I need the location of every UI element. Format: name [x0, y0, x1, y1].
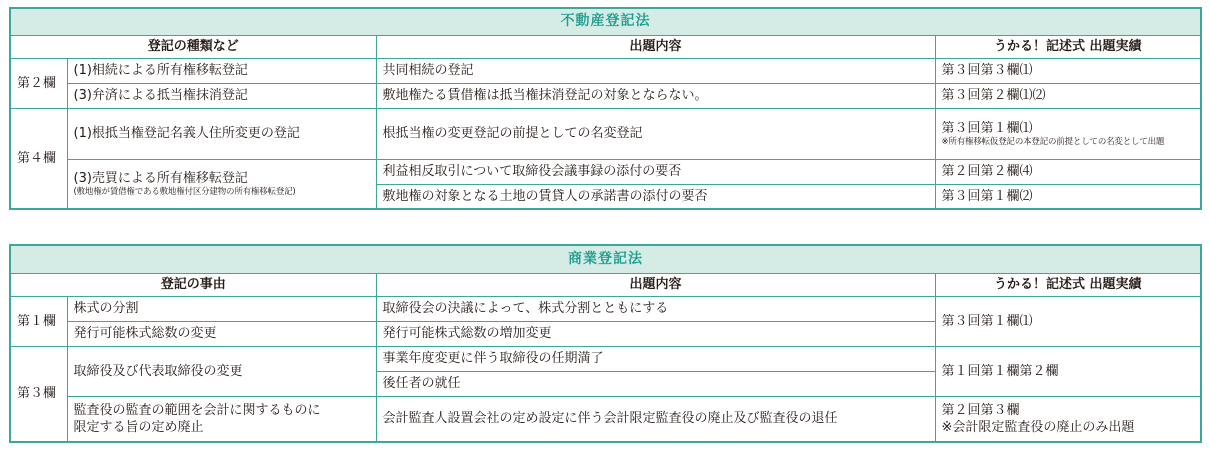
table-row [10, 396, 1201, 442]
lane-label: 第２欄 [10, 58, 67, 108]
record-cell: 第３回第２欄⑴⑵ [935, 83, 1201, 108]
content-cell: 取締役会の決議によって、株式分割とともにする [376, 296, 935, 321]
fudosan-title: 不動産登記法 [10, 8, 1201, 35]
kind-cell [67, 159, 376, 209]
content-cell: 利益相反取引について取締役会議事録の添付の要否 [376, 159, 935, 184]
content-cell: 後任者の就任 [376, 371, 935, 396]
content-cell: 敷地権の対象となる土地の賃貸人の承諾書の添付の要否 [376, 184, 935, 209]
header-kind: 登記の事由 [10, 273, 376, 296]
content-cell: 会計監査人設置会社の定め設定に伴う会計限定監査役の廃止及び監査役の退任 [376, 396, 935, 442]
content-cell: 事業年度変更に伴う取締役の任期満了 [376, 346, 935, 371]
kind-text: (3)売買による所有権移転登記 [73, 170, 248, 186]
table-row [10, 58, 1201, 83]
kind-text-line2: 限定する旨の定め廃止 [73, 419, 204, 435]
table-row [10, 108, 1201, 159]
table-row [10, 159, 1201, 184]
header-record: うかる！記述式 出題実績 [935, 273, 1201, 296]
kind-cell: 株式の分割 [67, 296, 376, 321]
content-cell: 発行可能株式総数の増加変更 [376, 321, 935, 346]
kind-cell: 発行可能株式総数の変更 [67, 321, 376, 346]
shogyo-title: 商業登記法 [10, 245, 1201, 273]
record-cell: 第１回第１欄第２欄 [935, 346, 1201, 396]
kind-cell: (1)根抵当権登記名義人住所変更の登記 [67, 108, 376, 159]
record-text: 第３回第１欄⑴ [941, 120, 1033, 136]
record-cell [935, 396, 1201, 442]
kind-cell: (3)弁済による抵当権抹消登記 [67, 83, 376, 108]
lane-label: 第４欄 [10, 108, 67, 209]
kind-note: (敷地権が賃借権である敷地権付区分建物の所有権移転登記) [73, 186, 296, 197]
lane-label: 第３欄 [10, 346, 67, 442]
record-cell: 第３回第１欄⑴ [935, 296, 1201, 346]
kind-cell: 取締役及び代表取締役の変更 [67, 346, 376, 396]
record-text: 第２回第３欄 [941, 402, 1020, 418]
fudosan-table [9, 7, 1202, 210]
record-cell: 第３回第１欄⑵ [935, 184, 1201, 209]
header-record: うかる！記述式 出題実績 [935, 35, 1201, 58]
kind-text-line1: 監査役の監査の範囲を会計に関するものに [73, 402, 321, 418]
header-kind: 登記の種類など [10, 35, 376, 58]
content-cell: 敷地権たる賃借権は抵当権抹消登記の対象とならない。 [376, 83, 935, 108]
record-note: ※会計限定監査役の廃止のみ出題 [941, 419, 1135, 435]
record-cell: 第３回第３欄⑴ [935, 58, 1201, 83]
content-cell: 共同相続の登記 [376, 58, 935, 83]
record-cell [935, 108, 1201, 159]
kind-cell: (1)相続による所有権移転登記 [67, 58, 376, 83]
shogyo-table [9, 244, 1202, 443]
kind-cell [67, 396, 376, 442]
record-cell: 第２回第２欄⑷ [935, 159, 1201, 184]
lane-label: 第１欄 [10, 296, 67, 346]
header-content: 出題内容 [376, 35, 935, 58]
table-row [10, 296, 1201, 321]
record-note: ※所有権移転仮登記の本登記の前提としての名変として出題 [941, 136, 1165, 147]
content-cell: 根抵当権の変更登記の前提としての名変登記 [376, 108, 935, 159]
table-row [10, 83, 1201, 108]
table-row [10, 346, 1201, 371]
header-content: 出題内容 [376, 273, 935, 296]
